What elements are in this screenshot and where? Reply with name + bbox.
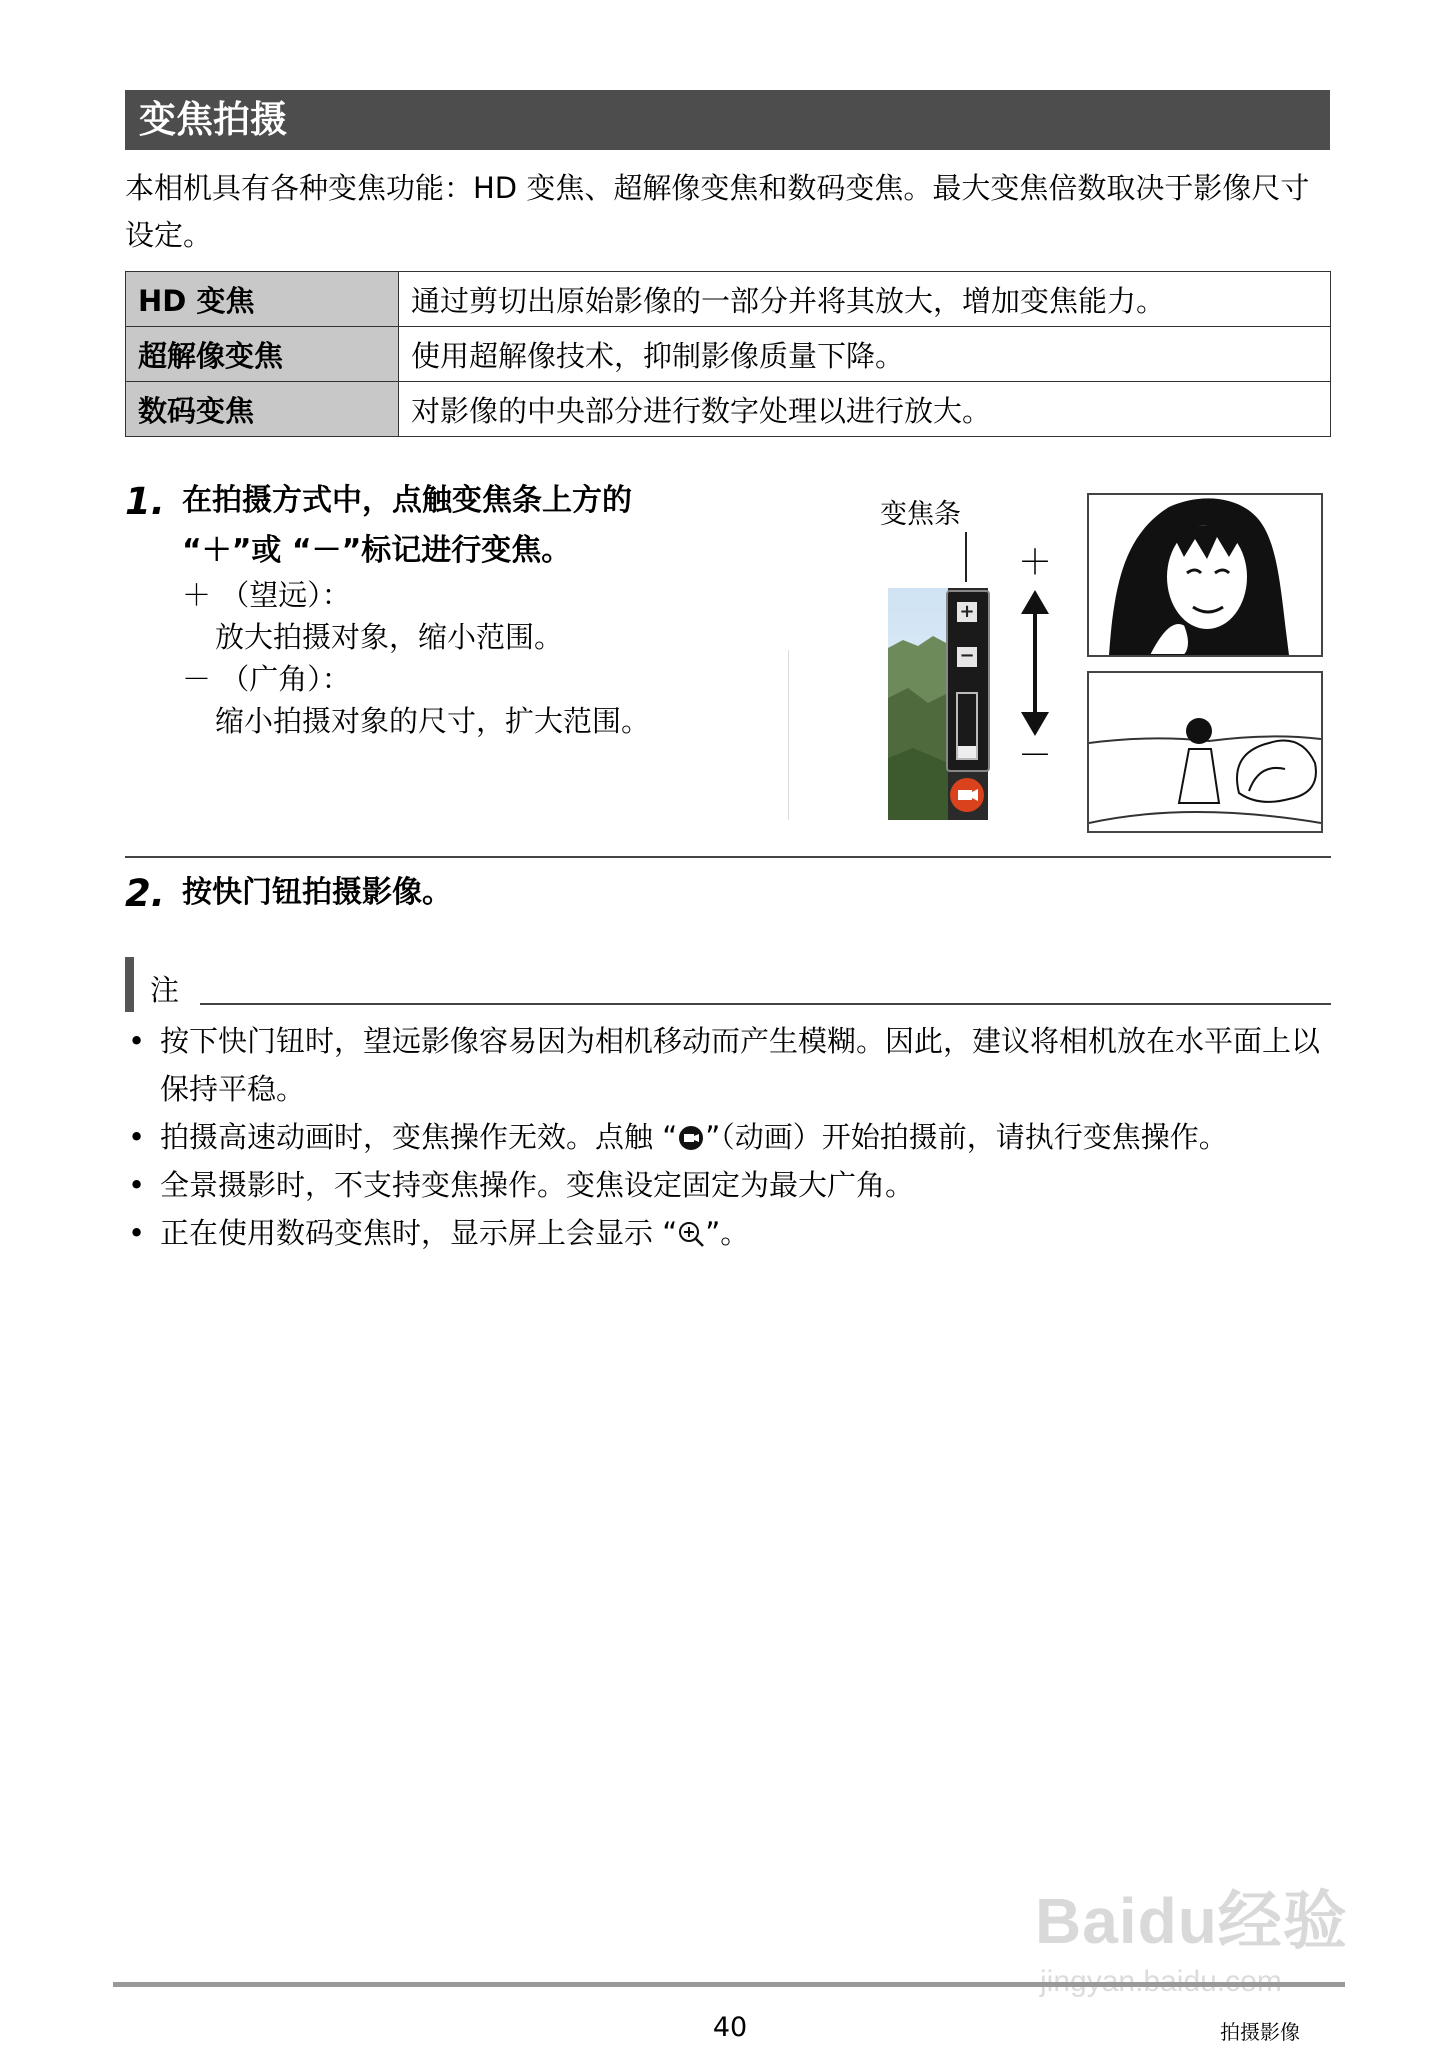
note-item-text: ”。 [705, 1216, 750, 1250]
table-row [126, 382, 1331, 437]
footer-rule [113, 1982, 1345, 1987]
table-desc: 使用超解像技术，抑制影像质量下降。 [399, 327, 1331, 382]
zoom-bar[interactable] [946, 590, 990, 772]
list-item: • 正在使用数码变焦时，显示屏上会显示 “ ”。 [128, 1216, 750, 1250]
zoom-bar-pointer [965, 532, 967, 582]
section-divider [125, 856, 1331, 858]
page-number: 40 [712, 2012, 748, 2043]
zoom-types-table [125, 271, 1331, 437]
plus-sign: ＋ [1018, 543, 1052, 583]
portrait-wide [1089, 673, 1321, 831]
note-heading: 注 [150, 973, 180, 1007]
table-row [126, 327, 1331, 382]
step-2 [125, 872, 165, 915]
note-item-text: 按下快门钮时，望远影像容易因为相机移动而产生模糊。因此，建议将相机放在水平面上以保持平稳。 [160, 1024, 1321, 1106]
minus-label: － （广角）： [182, 662, 351, 696]
zoom-direction-arrow-icon [1018, 588, 1052, 738]
footer-section-name: 拍摄影像 [1220, 2020, 1300, 2044]
step-1-title-line2: “＋”或 “－”标记进行变焦。 [182, 533, 572, 568]
table-row [126, 272, 1331, 327]
section-title: 变焦拍摄 [125, 90, 1330, 150]
table-term: 数码变焦 [126, 382, 399, 437]
table-desc: 通过剪切出原始影像的一部分并将其放大，增加变焦能力。 [399, 272, 1331, 327]
table-term: 超解像变焦 [126, 327, 399, 382]
movie-icon [950, 778, 984, 812]
step-1-title-line1: 在拍摄方式中，点触变焦条上方的 [182, 483, 632, 518]
movie-button[interactable] [950, 778, 984, 812]
note-item-text: 全景摄影时，不支持变焦操作。变焦设定固定为最大广角。 [160, 1168, 915, 1202]
zoom-bar-label: 变焦条 [880, 499, 961, 530]
zoom-in-button[interactable]: + [957, 602, 977, 622]
zoom-out-button[interactable]: − [957, 647, 977, 667]
note-item-text: ”（动画）开始拍摄前，请执行变焦操作。 [705, 1120, 1228, 1154]
step-number: 2. [125, 872, 165, 915]
digital-zoom-icon [677, 1220, 705, 1248]
list-item: • 按下快门钮时，望远影像容易因为相机移动而产生模糊。因此，建议将相机放在水平面上以保持平稳。 [128, 1024, 1321, 1106]
minus-description: 缩小拍摄对象的尺寸，扩大范围。 [215, 704, 651, 738]
step-1 [125, 480, 165, 523]
note-list [128, 1017, 1338, 1257]
wide-angle-example-image [1087, 671, 1323, 833]
zoom-level-fill [958, 746, 976, 758]
list-item: • 全景摄影时，不支持变焦操作。变焦设定固定为最大广角。 [128, 1168, 915, 1202]
step-2-title: 按快门钮拍摄影像。 [182, 875, 452, 910]
minus-sign: － [1018, 736, 1052, 776]
intro-paragraph: 本相机具有各种变焦功能：HD 变焦、超解像变焦和数码变焦。最大变焦倍数取决于影像尺寸设定。 [125, 171, 1310, 252]
note-rule [200, 1003, 1331, 1005]
telephoto-example-image [1087, 493, 1323, 657]
note-marker [125, 957, 134, 1012]
note-item-text: 正在使用数码变焦时，显示屏上会显示 “ [160, 1216, 678, 1250]
plus-description: 放大拍摄对象，缩小范围。 [215, 620, 564, 654]
illustration-divider [788, 650, 789, 820]
table-desc: 对影像的中央部分进行数字处理以进行放大。 [399, 382, 1331, 437]
list-item: • 拍摄高速动画时，变焦操作无效。点触 “ ”（动画）开始拍摄前，请执行变焦操作。 [128, 1120, 1228, 1154]
zoom-level-track[interactable] [956, 692, 978, 760]
note-item-text: 拍摄高速动画时，变焦操作无效。点触 “ [160, 1120, 678, 1154]
watermark-brand: Baidu经验 [1035, 1885, 1348, 1957]
plus-label: ＋ （望远）： [182, 578, 351, 612]
step-number: 1. [125, 480, 165, 523]
movie-record-icon [677, 1125, 705, 1151]
portrait-closeup [1089, 495, 1321, 655]
table-term: HD 变焦 [126, 272, 399, 327]
